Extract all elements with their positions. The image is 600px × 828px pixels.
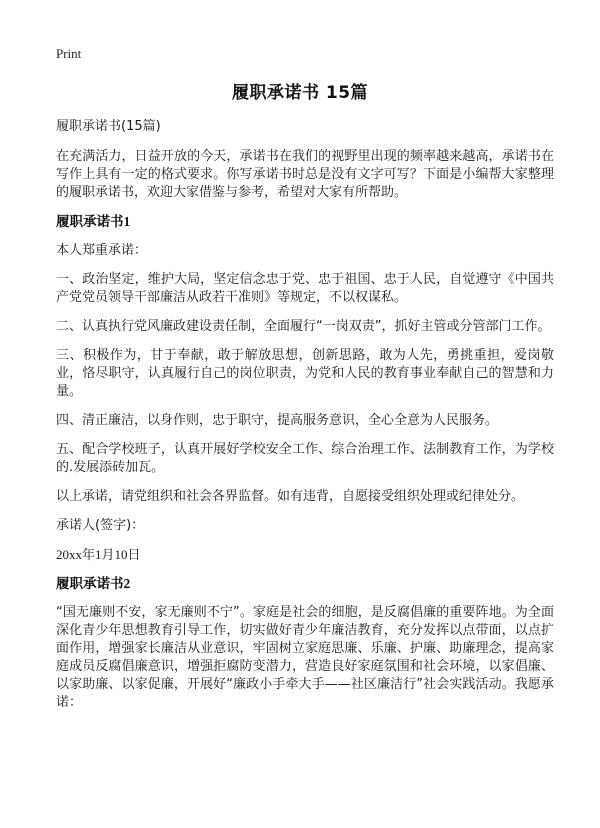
- section-heading-1: 履职承诺书1: [56, 214, 131, 229]
- section2-body: “国无廉则不安，家无廉则不宁”。家庭是社会的细胞，是反腐倡廉的重要阵地。为全面深化青少年思想教育引导工作，切实做好青少年廉洁教育，充分发挥以点带面，以点扩面作用，增强家长廉洁从业意识，牢固树立家庭思廉、乐廉、护廉、助廉理念，提高家庭成员反腐倡廉意识，增强拒腐防变潜力，营造良好家庭氛围和社会环境，以家倡廉、以家助廉、以家促廉，开展好“廉政小手牵大手——社区廉洁行”社会实践活动。我愿承诺：: [56, 605, 554, 710]
- section1-date: 20xx年1月10日: [56, 547, 141, 562]
- print-link[interactable]: Print: [56, 46, 82, 61]
- document-title: 履职承诺书 15篇: [231, 83, 369, 103]
- section1-opening: 本人郑重承诺：: [56, 243, 148, 258]
- section1-closing: 以上承诺，请党组织和社会各界监督。如有违背，自愿接受组织处理或纪律处分。: [56, 489, 525, 504]
- section1-item-5: 五、配合学校班子，认真开展好学校安全工作、综合治理工作、法制教育工作，为学校的.发展添砖加瓦。: [56, 442, 554, 475]
- document-body: [56, 118, 554, 723]
- section1-item-3: 三、积极作为，甘于奉献，敢于解放思想，创新思路，敢为人先，勇挑重担，爱岗敬业，恪尽职守，认真履行自己的岗位职责，为党和人民的教育事业奉献自己的智慧和力量。: [56, 348, 554, 399]
- section-heading-2: 履职承诺书2: [56, 576, 131, 591]
- section1-item-2: 二、认真执行党风廉政建设责任制，全面履行“一岗双责”，抓好主管或分管部门工作。: [56, 319, 551, 334]
- section1-item-1: 一、政治坚定，维护大局，坚定信念忠于党、忠于祖国、忠于人民，自觉遵守《中国共产党党员领导干部廉洁从政若干准则》等规定，不以权谋私。: [56, 272, 554, 305]
- section1-signer: 承诺人(签字)：: [56, 518, 145, 533]
- intro-paragraph: 在充满活力，日益开放的今天，承诺书在我们的视野里出现的频率越来越高，承诺书在写作上具有一定的格式要求。你写承诺书时总是没有文字可写？下面是小编帮大家整理的履职承诺书，欢迎大家借鉴与参考，希望对大家有所帮助。: [56, 149, 554, 200]
- document-subtitle: 履职承诺书(15篇): [56, 119, 161, 134]
- section1-item-4: 四、清正廉洁，以身作则，忠于职守，提高服务意识，全心全意为人民服务。: [56, 413, 499, 428]
